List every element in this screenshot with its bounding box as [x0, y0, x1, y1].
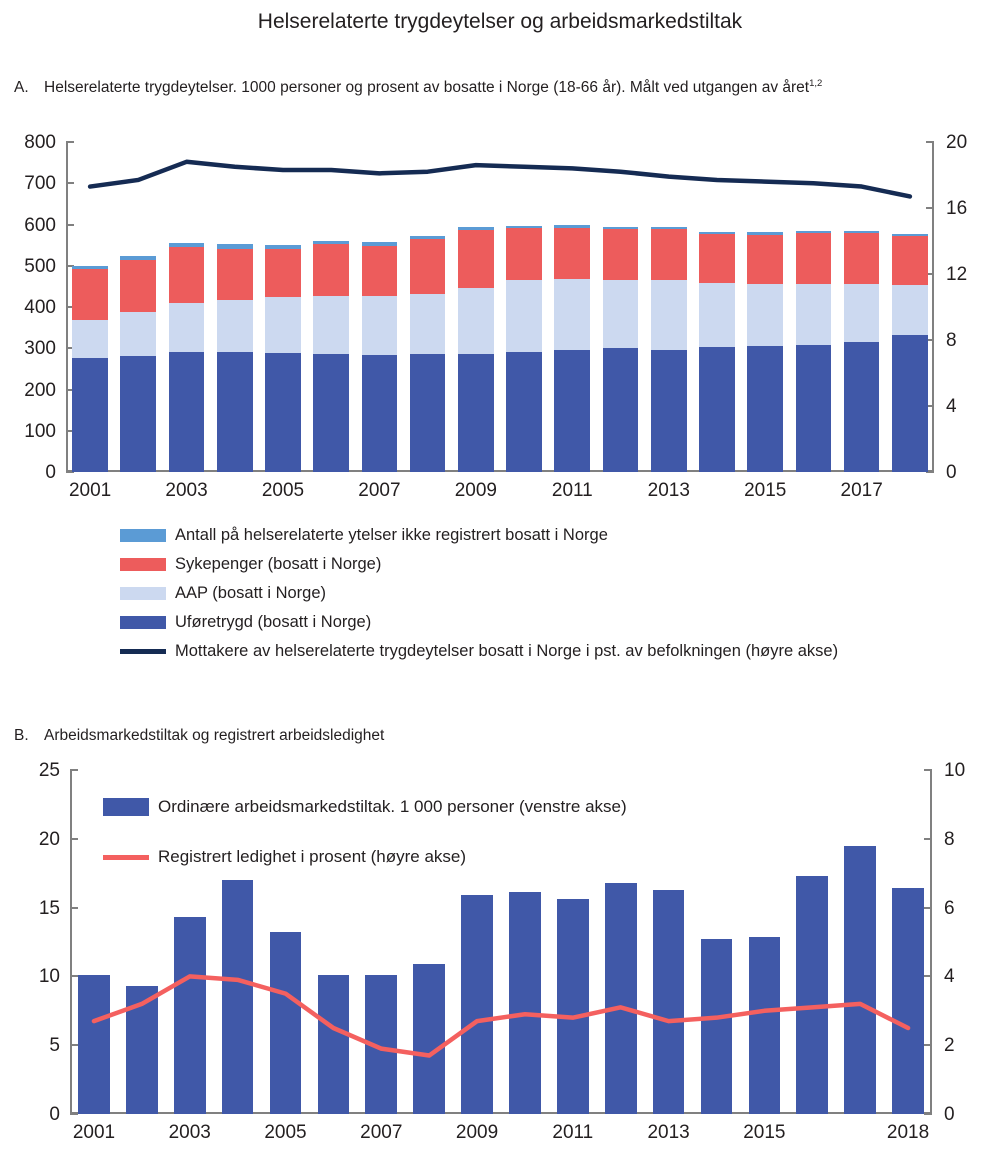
y-tick-right [926, 141, 934, 143]
bar-segment [747, 346, 783, 472]
legend-line-swatch [103, 855, 149, 860]
y-tick-label-right: 0 [944, 1104, 955, 1125]
y-tick-right [926, 207, 934, 209]
y-tick-label-right: 16 [946, 198, 968, 219]
panel-b-caption [14, 727, 384, 745]
y-tick-label-left: 15 [38, 897, 60, 919]
bar-segment [410, 354, 446, 472]
bar-segment [699, 232, 735, 234]
bar [458, 227, 494, 472]
legend-color-swatch [120, 529, 166, 542]
legend-item-label: Antall på helserelaterte ytelser ikke registrert bosatt i Norge [175, 525, 608, 544]
legend-item[interactable] [120, 582, 838, 604]
legend-color-swatch [103, 798, 149, 816]
y-tick-label-right: 8 [946, 330, 957, 351]
bar-segment [554, 350, 590, 473]
bar-segment [217, 352, 253, 472]
y-tick-left [70, 907, 78, 909]
bar-segment [796, 345, 832, 472]
bar [217, 244, 253, 472]
bar-segment [120, 312, 156, 355]
y-tick-left [70, 769, 78, 771]
y-tick-right [924, 1113, 932, 1115]
bar [265, 245, 301, 472]
bar [72, 266, 108, 472]
y-tick-label-left: 400 [24, 297, 56, 318]
bar [747, 232, 783, 472]
bar [410, 236, 446, 472]
y-tick-label-left: 20 [38, 828, 60, 850]
legend-item[interactable] [103, 845, 627, 869]
data-line [90, 162, 910, 197]
y-tick-label-right: 2 [944, 1035, 955, 1057]
y-tick-label-left: 100 [24, 420, 56, 442]
legend-item[interactable] [103, 795, 627, 819]
panel-a-footnote-marker: 1,2 [809, 78, 823, 89]
bar-segment [554, 279, 590, 350]
panel-a-letter: A. [14, 79, 29, 97]
x-tick-label: 2011 [552, 1122, 594, 1143]
x-tick-label: 2017 [840, 480, 883, 501]
bar-segment [362, 296, 398, 355]
y-tick-label-right: 0 [946, 462, 957, 483]
bar-segment [458, 227, 494, 230]
y-tick-left [70, 838, 78, 840]
legend-item-label: Registrert ledighet i prosent (høyre akse) [158, 847, 467, 866]
y-tick-right [924, 769, 932, 771]
bar-segment [410, 236, 446, 240]
x-tick-label: 2007 [360, 1122, 403, 1143]
y-tick-left [70, 1044, 78, 1046]
bar-segment [603, 229, 639, 280]
y-tick-left [66, 141, 74, 143]
bar [844, 231, 880, 472]
bar [362, 242, 398, 472]
x-tick-label: 2005 [264, 1122, 307, 1143]
bar [554, 225, 590, 472]
legend-color-swatch [120, 587, 166, 600]
bar-segment [892, 234, 928, 236]
bar [313, 241, 349, 472]
bar-segment [265, 297, 301, 353]
bar [651, 227, 687, 472]
y-tick-label-left: 600 [24, 214, 56, 236]
bar-segment [72, 320, 108, 358]
x-tick-label: 2018 [886, 1122, 930, 1143]
bar-segment [217, 244, 253, 249]
panel-a-caption [14, 78, 822, 97]
bar [701, 939, 733, 1114]
bar-segment [699, 347, 735, 472]
y-tick-label-left: 25 [38, 760, 60, 781]
y-tick-label-left: 700 [24, 173, 56, 195]
bar-segment [554, 228, 590, 279]
y-axis-right [932, 142, 934, 472]
legend-line-swatch [120, 649, 166, 654]
x-tick-label: 2009 [455, 1122, 499, 1143]
bar-segment [120, 260, 156, 313]
y-tick-left [66, 182, 74, 184]
bar-segment [844, 342, 880, 472]
x-tick-label: 2001 [72, 1122, 116, 1143]
panel-b-caption-text: Arbeidsmarkedstiltak og registrert arbeidsledighet [44, 727, 385, 744]
bar [603, 227, 639, 472]
bar [169, 243, 205, 472]
legend-item[interactable] [120, 640, 838, 662]
legend-item[interactable] [120, 553, 838, 575]
y-tick-label-left: 0 [49, 1104, 60, 1125]
bar [365, 975, 397, 1114]
bar-segment [844, 233, 880, 284]
bar-segment [72, 269, 108, 321]
y-tick-label-right: 12 [946, 264, 968, 285]
x-tick-label: 2015 [744, 480, 787, 501]
legend-item-label: Ordinære arbeidsmarkedstiltak. 1 000 personer (venstre akse) [158, 797, 627, 816]
panel-a-caption-text: Helserelaterte trygdeytelser. 1000 personer og prosent av bosatte i Norge (18-66 år). Målt ved utgangen av året [44, 79, 810, 97]
x-tick-label: 2011 [551, 480, 593, 501]
y-tick-left [70, 975, 78, 977]
bar [318, 975, 350, 1114]
bar-segment [747, 232, 783, 234]
bar-segment [554, 225, 590, 227]
y-tick-label-left: 10 [38, 966, 60, 988]
bar [120, 256, 156, 472]
figure-title: Helserelaterte trygdeytelser og arbeidsmarkedstiltak [257, 10, 743, 33]
bar-segment [651, 229, 687, 280]
y-axis-right [930, 770, 932, 1114]
bar [270, 932, 302, 1114]
y-tick-label-left: 200 [24, 379, 56, 401]
y-tick-label-left: 5 [49, 1035, 60, 1057]
y-tick-right [924, 1044, 932, 1046]
data-line [94, 976, 908, 1055]
bar [413, 964, 445, 1114]
legend-item[interactable] [120, 524, 838, 546]
x-tick-label: 2001 [68, 480, 112, 501]
bar-segment [410, 239, 446, 294]
y-tick-label-right: 4 [944, 966, 955, 988]
bar-segment [458, 354, 494, 472]
bar-segment [313, 354, 349, 472]
bar-segment [362, 355, 398, 472]
y-tick-label-left: 0 [45, 462, 56, 483]
panel-b-legend [103, 795, 627, 895]
bar-segment [506, 280, 542, 352]
bar-segment [796, 231, 832, 233]
bar-segment [217, 249, 253, 300]
y-axis-left [70, 770, 72, 1114]
bar [78, 975, 110, 1114]
bar-segment [265, 245, 301, 250]
bar-segment [747, 284, 783, 347]
y-tick-label-left: 300 [24, 338, 56, 360]
y-tick-left [70, 1113, 78, 1115]
y-tick-left [66, 224, 74, 226]
panel-b-letter: B. [14, 727, 29, 744]
x-tick-label: 2013 [647, 480, 690, 501]
bar-segment [120, 356, 156, 472]
bar-segment [603, 280, 639, 348]
bar-segment [651, 350, 687, 473]
bar-segment [72, 266, 108, 269]
bar [699, 232, 735, 472]
panel-a-legend [120, 524, 838, 669]
bar-segment [313, 241, 349, 244]
legend-item-label: Uføretrygd (bosatt i Norge) [175, 612, 372, 631]
bar-segment [458, 288, 494, 353]
bar-segment [603, 348, 639, 472]
bar-segment [169, 243, 205, 248]
x-tick-label: 2009 [454, 480, 498, 501]
bar-segment [651, 280, 687, 349]
bar [605, 883, 637, 1114]
bar-segment [313, 296, 349, 354]
y-tick-label-right: 20 [946, 132, 968, 153]
bar-segment [169, 352, 205, 472]
bar [557, 899, 589, 1114]
bar [174, 917, 206, 1114]
bar-segment [651, 227, 687, 229]
bar [892, 888, 924, 1114]
bar-segment [506, 228, 542, 280]
bar [509, 892, 541, 1114]
bar [844, 846, 876, 1114]
legend-color-swatch [120, 558, 166, 571]
x-tick-label: 2007 [358, 480, 401, 501]
bar-segment [410, 294, 446, 354]
bar-segment [796, 284, 832, 345]
bar-segment [458, 230, 494, 289]
y-tick-label-right: 10 [944, 760, 966, 781]
bar-segment [796, 233, 832, 283]
x-tick-label: 2003 [168, 1122, 211, 1143]
x-tick-label: 2003 [165, 480, 208, 501]
y-tick-label-right: 4 [946, 396, 957, 417]
bar [222, 880, 254, 1114]
bar-segment [892, 285, 928, 335]
bar-segment [265, 353, 301, 472]
bar-segment [362, 246, 398, 296]
bar-segment [506, 352, 542, 472]
bar-segment [313, 244, 349, 296]
bar-segment [169, 247, 205, 303]
y-tick-right [924, 975, 932, 977]
panel-a-plot-area [24, 132, 968, 501]
bar-segment [120, 256, 156, 260]
bar-segment [844, 284, 880, 342]
y-tick-label-right: 6 [944, 897, 955, 919]
bar-segment [747, 235, 783, 284]
bar-segment [217, 300, 253, 352]
bar-segment [892, 236, 928, 285]
y-tick-right [924, 838, 932, 840]
y-tick-label-left: 800 [24, 132, 56, 153]
bar [126, 986, 158, 1114]
bar-segment [699, 283, 735, 348]
y-tick-right [924, 907, 932, 909]
bar-segment [603, 227, 639, 229]
x-tick-label: 2015 [743, 1122, 786, 1143]
legend-item-label: Mottakere av helserelaterte trygdeytelser bosatt i Norge i pst. av befolkningen (høyre akse) [175, 641, 839, 660]
bar [653, 890, 685, 1114]
bar [892, 234, 928, 472]
bar [749, 937, 781, 1115]
x-tick-label: 2005 [261, 480, 305, 501]
bar-segment [506, 226, 542, 228]
x-tick-label: 2013 [647, 1122, 690, 1143]
y-tick-label-left: 500 [24, 255, 56, 277]
bar-segment [169, 303, 205, 352]
bar-segment [72, 358, 108, 472]
bar-segment [362, 242, 398, 245]
legend-color-swatch [120, 616, 166, 629]
bar-segment [699, 234, 735, 282]
legend-item[interactable] [120, 611, 838, 633]
bar-segment [892, 335, 928, 472]
bar [506, 226, 542, 472]
legend-item-label: Sykepenger (bosatt i Norge) [175, 554, 382, 573]
bar-segment [844, 231, 880, 233]
bar [461, 895, 493, 1114]
legend-item-label: AAP (bosatt i Norge) [175, 583, 327, 602]
bar [796, 231, 832, 472]
bar [796, 876, 828, 1114]
bar-segment [265, 249, 301, 296]
y-tick-label-right: 8 [944, 828, 955, 850]
